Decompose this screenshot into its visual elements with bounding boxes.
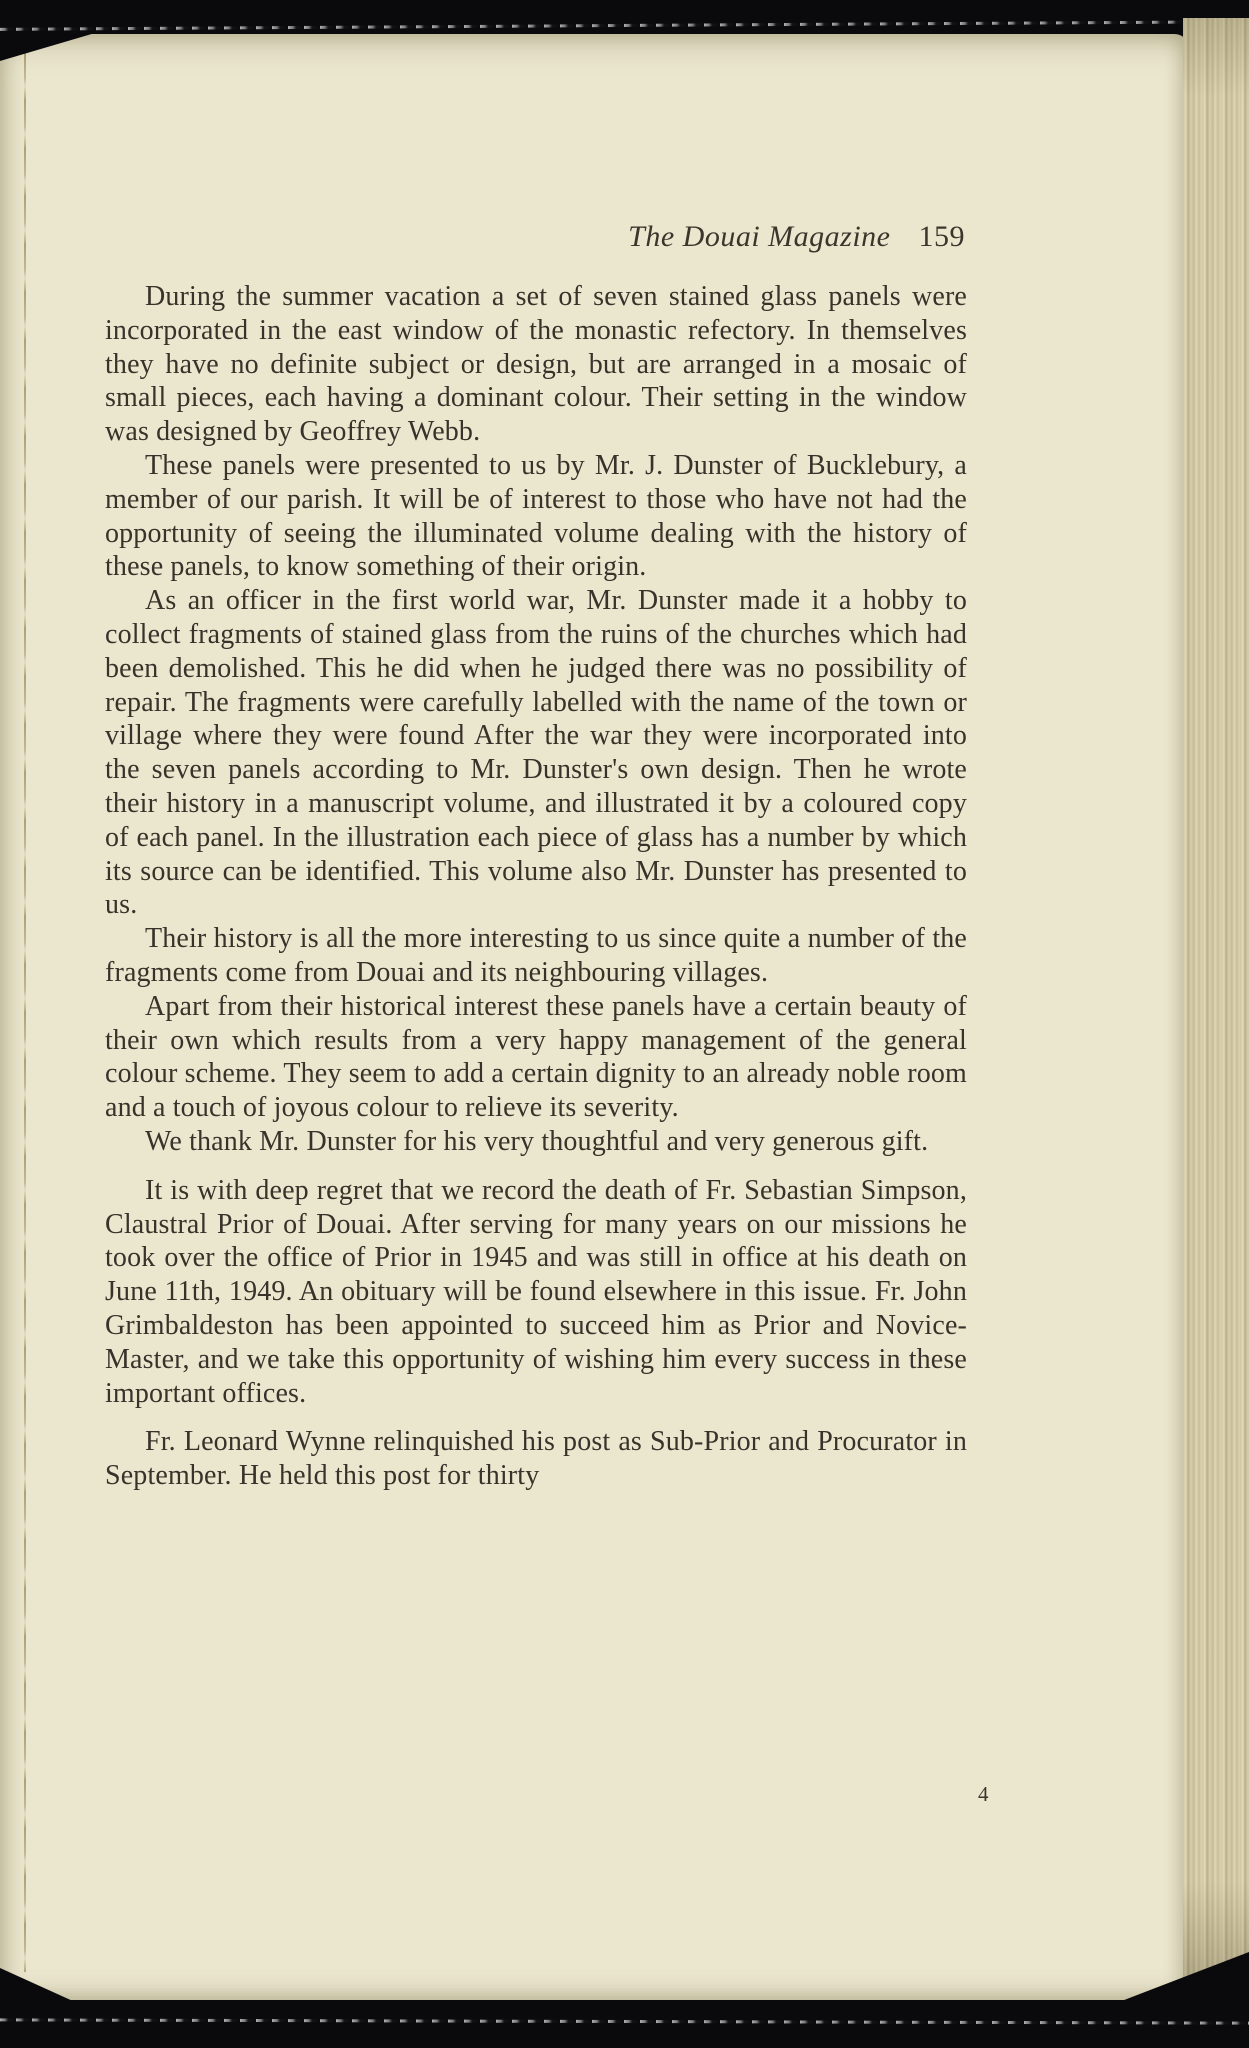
page-number: 159 [918, 220, 965, 253]
paragraph-simpson-death: It is with deep regret that we record the death of Fr. Sebastian Simpson, Claustral Prior of Douai. After serving for many years on our missions he took over the office of Prior in 1945 and was still in office at his death on June 11th, 1949. An obituary will be found elsewhere in this issue. Fr. John Grimbaldeston has been appointed to succeed him as Prior and Novice-Master, and we take this opportunity of wishing him every success in these important offices. [105, 1174, 967, 1409]
cover-corner-bottom-left [0, 1968, 75, 2002]
running-header [105, 220, 965, 254]
page-body-text [105, 280, 967, 1493]
cover-stitch-highlight-top [0, 20, 1249, 31]
cover-stitch-highlight-bottom [0, 2018, 1249, 2024]
paragraph-panels-beauty: Apart from their historical interest these panels have a certain beauty of their own which results from a very happy management of the general colour scheme. They seem to add a certain dignity to an already noble room and a touch of joyous colour to relieve its severity. [105, 990, 967, 1124]
book-page [0, 34, 1188, 2000]
paragraph-douai-fragments: Their history is all the more interesting to us since quite a number of the fragments come from Douai and its neighbouring villages. [105, 923, 967, 988]
cover-corner-top-left [0, 33, 95, 61]
fore-edge-page-stack [1183, 18, 1249, 2000]
paragraph-dunster-collection: As an officer in the first world war, Mr. Dunster made it a hobby to collect fragments of stained glass from the ruins of the churches which had been demolished. This he did when he judged there was no possibility of repair. The fragments were carefully labelled with the name of the town or village where they were found After the war they were incorporated into the seven panels according to Mr. Dunster's own design. Then he wrote their history in a manuscript volume, and illustrated it by a coloured copy of each panel. In the illustration each piece of glass has a number by which its source can be identified. This volume also Mr. Dunster has presented to us. [105, 585, 967, 921]
paragraph-thanks: We thank Mr. Dunster for his very thoughtful and very generous gift. [145, 1125, 929, 1157]
paragraph-stained-glass-intro: During the summer vacation a set of seven stained glass panels were incorporated in the east window of the monastic refectory. In themselves they have no definite subject or design, but are arranged in a mosaic of small pieces, each having a dominant colour. Their setting in the window was designed by Geoffrey Webb. [105, 281, 967, 448]
paragraph-wynne-relinquish: Fr. Leonard Wynne relinquished his post as Sub-Prior and Procurator in September. He held this post for thirty [105, 1426, 967, 1492]
cover-corner-bottom-right [1119, 1952, 1249, 2002]
journal-title: The Douai Magazine [628, 220, 891, 253]
paragraph-panels-presented: These panels were presented to us by Mr. J. Dunster of Bucklebury, a member of our parish. It will be of interest to those who have not had the opportunity of seeing the illuminated volume dealing with the history of these panels, to know something of their origin. [105, 449, 967, 583]
signature-mark: 4 [978, 1782, 989, 1806]
page-gutter-fold [24, 52, 26, 1972]
